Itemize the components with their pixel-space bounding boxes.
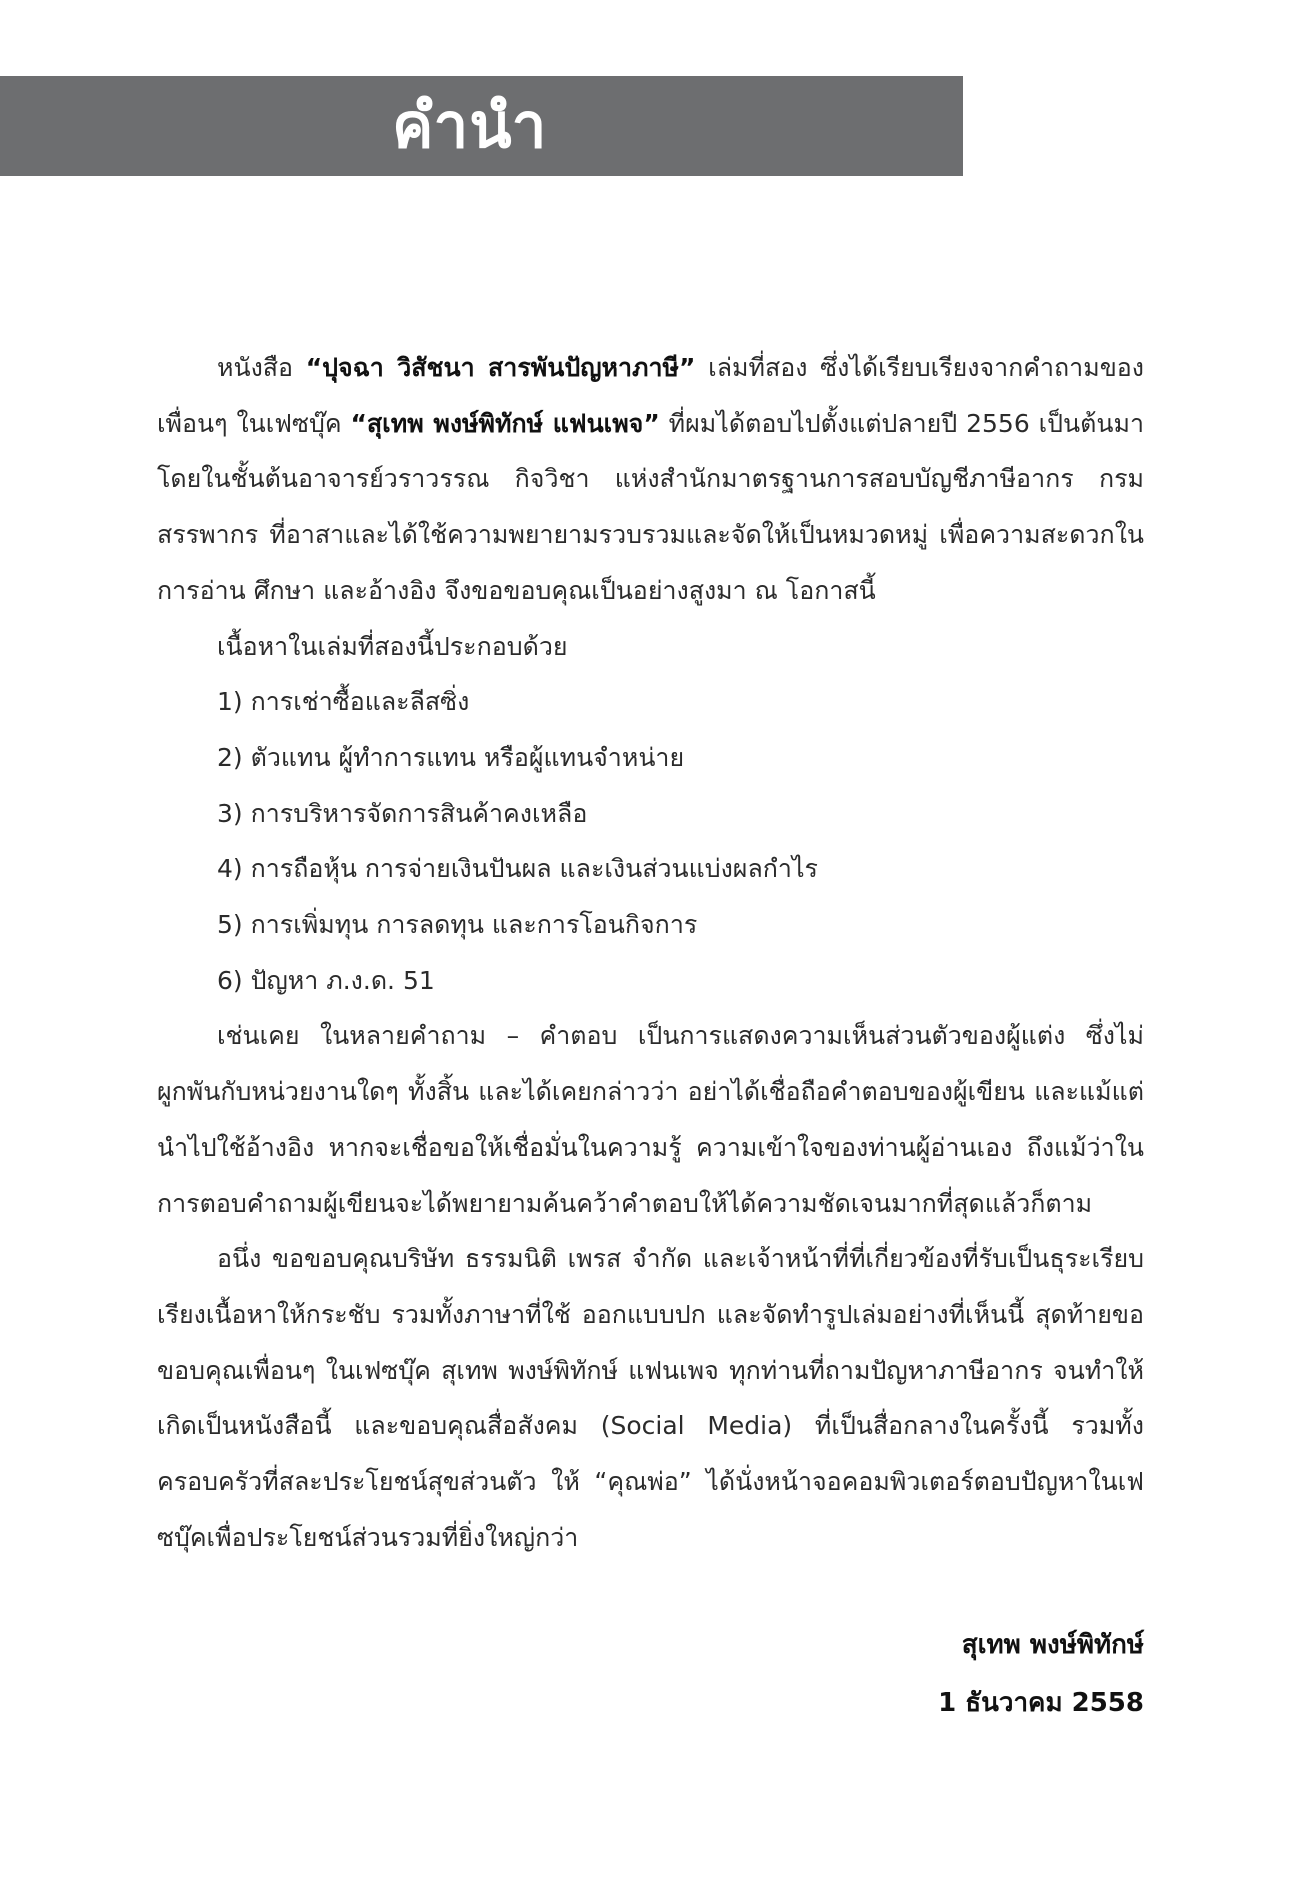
contents-item-6: 6) ปัญหา ภ.ง.ด. 51 xyxy=(217,965,435,995)
contents-item-2: 2) ตัวแทน ผู้ทำการแทน หรือผู้แทนจำหน่าย xyxy=(217,742,685,772)
contents-item-5: 5) การเพิ่มทุน การลดทุน และการโอนกิจการ xyxy=(217,910,698,940)
contents-item-4: 4) การถือหุ้น การจ่ายเงินปันผล และเงินส่วนแบ่งผลกำไร xyxy=(217,854,818,884)
preface-body xyxy=(157,340,1144,1565)
contents-intro: เนื้อหาในเล่มที่สองนี้ประกอบด้วย xyxy=(217,631,568,661)
title-banner xyxy=(0,76,963,176)
signature-date: 1 ธันวาคม 2558 xyxy=(938,1688,1144,1718)
intro-text-2: เล่มที่สอง ซึ่งได้เรียบเรียงจากคำถามของเพื่อนๆ ในเฟซบุ๊ค xyxy=(157,353,1145,438)
book-title: “ปุจฉา วิสัชนา สารพันปัญหาภาษี” xyxy=(305,353,696,382)
author-name: สุเทพ พงษ์พิทักษ์ xyxy=(961,1630,1144,1660)
intro-text-1: หนังสือ xyxy=(217,353,306,382)
fanpage-name: “สุเทพ พงษ์พิทักษ์ แฟนเพจ” xyxy=(350,408,660,438)
contents-item-1: 1) การเช่าซื้อและลีสซิ่ง xyxy=(217,687,470,717)
page-title: คำนำ xyxy=(392,89,548,162)
contents-item-3: 3) การบริหารจัดการสินค้าคงเหลือ xyxy=(217,798,588,828)
signature-block xyxy=(938,1616,1144,1732)
paragraph-acknowledgement: อนึ่ง ขอขอบคุณบริษัท ธรรมนิติ เพรส จำกัด และเจ้าหน้าที่ที่เกี่ยวข้องที่รับเป็นธุระเรียบเรียงเนื้อหาให้กระชับ รวมทั้งภาษาที่ใช้ ออกแบบปก และจัดทำรูปเล่มอย่างที่เห็นนี้ สุดท้ายขอขอบคุณเพื่อนๆ ในเฟซบุ๊ค สุเทพ พงษ์พิทักษ์ แฟนเพจ ทุกท่านที่ถามปัญหาภาษีอากร จนทำให้เกิดเป็นหนังสือนี้ และขอบคุณสื่อสังคม (Social Media) ที่เป็นสื่อกลางในครั้งนี้ รวมทั้งครอบครัวที่สละประโยชน์สุขส่วนตัว ให้ “คุณพ่อ” ได้นั่งหน้าจอคอมพิวเตอร์ตอบปัญหาในเฟซบุ๊คเพื่อประโยชน์ส่วนรวมที่ยิ่งใหญ่กว่า xyxy=(157,1244,1144,1552)
paragraph-disclaimer: เช่นเคย ในหลายคำถาม – คำตอบ เป็นการแสดงความเห็นส่วนตัวของผู้แต่ง ซึ่งไม่ผูกพันกับหน่วยงานใดๆ ทั้งสิ้น และได้เคยกล่าวว่า อย่าได้เชื่อถือคำตอบของผู้เขียน และแม้แต่นำไปใช้อ้างอิง หากจะเชื่อขอให้เชื่อมั่นในความรู้ ความเข้าใจของท่านผู้อ่านเอง ถึงแม้ว่าในการตอบคำถามผู้เขียนจะได้พยายามค้นคว้าคำตอบให้ได้ความชัดเจนมากที่สุดแล้วก็ตาม xyxy=(157,1021,1144,1218)
intro-text-3: ที่ผมได้ตอบไปตั้งแต่ปลายปี 2556 เป็นต้นมา โดยในชั้นต้นอาจารย์วราวรรณ กิจวิชา แห่งสำนักมาตรฐานการสอบบัญชีภาษีอากร กรมสรรพากร ที่อาสาและได้ใช้ความพยายามรวบรวมและจัดให้เป็นหมวดหมู่ เพื่อความสะดวกในการอ่าน ศึกษา และอ้างอิง จึงขอขอบคุณเป็นอย่างสูงมา ณ โอกาสนี้ xyxy=(157,408,1144,605)
paragraph-intro xyxy=(157,340,1144,619)
